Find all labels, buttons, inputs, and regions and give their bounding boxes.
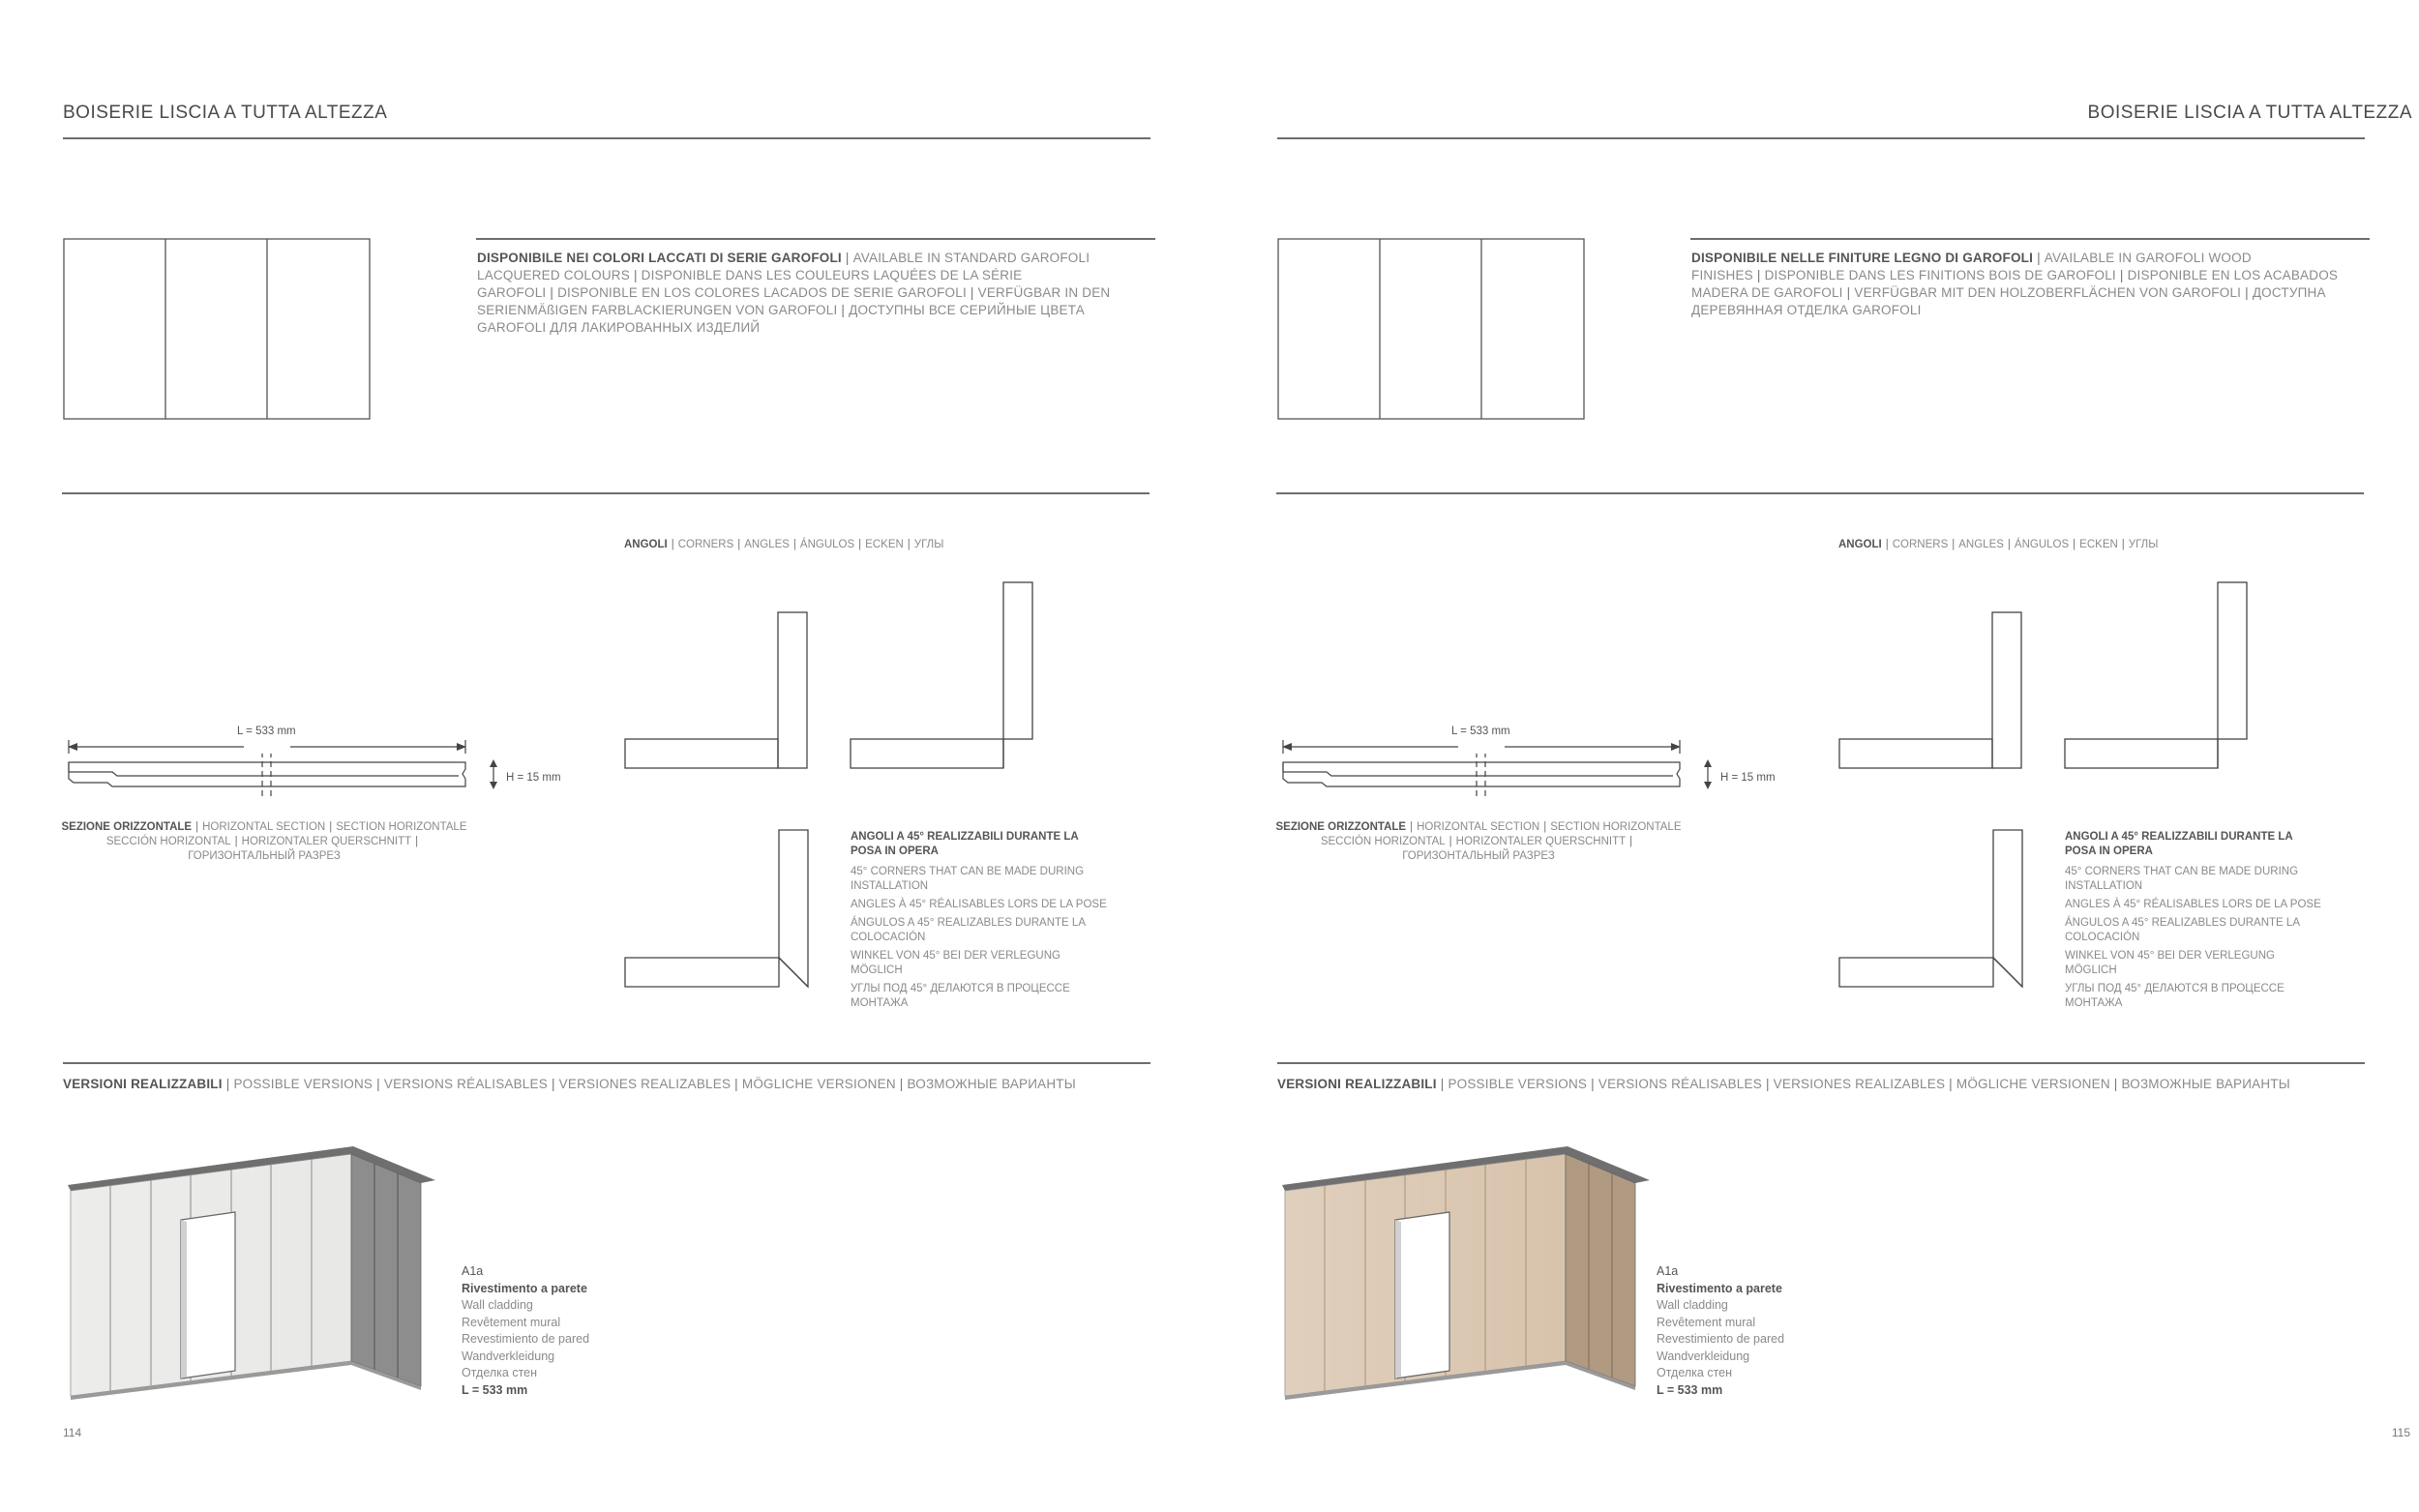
- separator: |: [671, 539, 674, 550]
- finish-translation: VERFÜGBAR MIT DEN HOLZOBERFLÄCHEN VON GAROFOLI: [1854, 285, 2242, 300]
- separator: |: [1949, 1077, 1953, 1091]
- version-name-translation: Wall cladding: [462, 1298, 533, 1312]
- separator: |: [329, 821, 333, 833]
- section-translation: HORIZONTAL SECTION: [1417, 821, 1540, 833]
- finish-availability-text: [477, 250, 1145, 337]
- finish-translation: AVAILABLE IN STANDARD GAROFOLI LACQUERED COLOURS: [477, 251, 1090, 282]
- separator: |: [737, 539, 741, 550]
- version-name-translation: Отделка стен: [1657, 1366, 1733, 1379]
- version-name-translation: Wandverkleidung: [1657, 1349, 1750, 1363]
- version-code: A1a: [1657, 1264, 1679, 1278]
- versions-translation: VERSIONS RÉALISABLES: [383, 1077, 548, 1091]
- page-number: 114: [63, 1426, 82, 1439]
- separator: |: [1629, 836, 1633, 847]
- corner-inner-drawing: [1838, 609, 2032, 784]
- versions-heading: [1277, 1077, 2290, 1091]
- separator: |: [845, 251, 850, 265]
- corners-45-translation: ÁNGULOS A 45° REALIZABLES DURANTE LA COLOCACIÓN: [851, 917, 1086, 943]
- corners-45-translation: 45° CORNERS THAT CAN BE MADE DURING INSTALLATION: [851, 866, 1085, 892]
- separator: |: [2119, 268, 2124, 282]
- corners-45-translation: 45° CORNERS THAT CAN BE MADE DURING INSTALLATION: [2065, 866, 2299, 892]
- horizontal-section-drawing: [1278, 721, 1820, 817]
- page-number: 115: [2391, 1426, 2410, 1439]
- corners-45-translation: ÁNGULOS A 45° REALIZABLES DURANTE LA COLOCACIÓN: [2065, 917, 2300, 943]
- angles-translation: ÁNGULOS: [799, 539, 855, 550]
- angles-translation: ANGLES: [1958, 539, 2004, 550]
- corner-outer-drawing: [850, 580, 1043, 784]
- catalog-page: [1210, 0, 2419, 1512]
- angles-lead: ANGOLI: [1838, 539, 1882, 550]
- separator: |: [1765, 1077, 1770, 1091]
- angles-translation: УГЛЫ: [2128, 539, 2159, 550]
- separator: |: [551, 1077, 555, 1091]
- section-translation: HORIZONTAL SECTION: [202, 821, 326, 833]
- separator: |: [2121, 539, 2125, 550]
- angles-translation: CORNERS: [677, 539, 734, 550]
- separator: |: [234, 836, 238, 847]
- versions-translation: POSSIBLE VERSIONS: [233, 1077, 373, 1091]
- angles-translation: CORNERS: [1892, 539, 1949, 550]
- corners-45-title: ANGOLI A 45° REALIZZABILI DURANTE LA POSA IN OPERA: [851, 831, 1079, 857]
- corner-outer-drawing: [2064, 580, 2257, 784]
- section-translation: HORIZONTALER QUERSCHNITT: [1455, 836, 1627, 847]
- version-name-translation: Revestimiento de pared: [1657, 1332, 1785, 1346]
- separator: |: [225, 1077, 230, 1091]
- corner-45-drawing: [624, 829, 818, 1003]
- finish-rule: [1690, 238, 2370, 240]
- angles-lead: ANGOLI: [624, 539, 668, 550]
- corners-45-translation: ANGLES À 45° RÉALISABLES LORS DE LA POSE: [2065, 899, 2321, 910]
- separator: |: [1846, 285, 1851, 300]
- versions-translation: MÖGLICHE VERSIONEN: [741, 1077, 896, 1091]
- versions-rule: [1277, 1062, 2365, 1064]
- version-length: L = 533 mm: [462, 1382, 528, 1397]
- angles-heading: [1838, 539, 2158, 550]
- versions-translation: POSSIBLE VERSIONS: [1448, 1077, 1588, 1091]
- wall-cladding-illustration: [65, 1137, 452, 1398]
- version-code: A1a: [462, 1264, 484, 1278]
- separator: |: [1543, 821, 1547, 833]
- angles-translation: ÁNGULOS: [2014, 539, 2070, 550]
- versions-translation: VERSIONES REALIZABLES: [558, 1077, 732, 1091]
- height-dimension-label: H = 15 mm: [1720, 772, 1776, 784]
- versions-lead: VERSIONI REALIZZABILI: [1277, 1077, 1437, 1091]
- angles-heading: [624, 539, 943, 550]
- separator: |: [376, 1077, 380, 1091]
- separator: |: [907, 539, 911, 550]
- section-caption: [1275, 820, 1682, 864]
- angles-translation: ECKEN: [865, 539, 904, 550]
- separator: |: [1885, 539, 1889, 550]
- separator: |: [415, 836, 419, 847]
- corner-45-drawing: [1838, 829, 2032, 1003]
- finish-translation: VERFÜGBAR IN DEN SERIENMÄßIGEN FARBLACKIERUNGEN VON GAROFOLI: [477, 285, 1111, 317]
- finish-lead: DISPONIBILE NEI COLORI LACCATI DI SERIE GAROFOLI: [477, 251, 842, 265]
- section-translation: HORIZONTALER QUERSCHNITT: [241, 836, 412, 847]
- version-name-translation: Отделка стен: [462, 1366, 538, 1379]
- separator: |: [1952, 539, 1956, 550]
- separator: |: [1440, 1077, 1445, 1091]
- section-lead: SEZIONE ORIZZONTALE: [61, 821, 193, 833]
- length-dimension-label: L = 533 mm: [237, 726, 296, 737]
- separator: |: [550, 285, 554, 300]
- versions-rule: [63, 1062, 1150, 1064]
- finish-translation: ДОСТУПНЫ ВСЕ СЕРИЙНЫЕ ЦВЕТА GAROFOLI ДЛЯ ЛАКИРОВАННЫХ ИЗДЕЛИЙ: [477, 303, 1085, 335]
- section-translation: SECCIÓN HORIZONTAL: [1320, 836, 1446, 847]
- versions-translation: VERSIONS RÉALISABLES: [1598, 1077, 1762, 1091]
- angles-translation: УГЛЫ: [913, 539, 944, 550]
- corners-45-translation: WINKEL VON 45° BEI DER VERLEGUNG MÖGLICH: [851, 950, 1060, 976]
- separator: |: [858, 539, 862, 550]
- separator: |: [899, 1077, 904, 1091]
- wall-cladding-illustration: [1279, 1137, 1666, 1398]
- separator: |: [734, 1077, 738, 1091]
- section-translation: SECTION HORIZONTALE: [336, 821, 467, 833]
- version-length: L = 533 mm: [1657, 1382, 1723, 1397]
- separator: |: [2245, 285, 2249, 300]
- separator: |: [970, 285, 974, 300]
- separator: |: [2113, 1077, 2118, 1091]
- separator: |: [1591, 1077, 1595, 1091]
- separator: |: [2073, 539, 2076, 550]
- length-dimension-label: L = 533 mm: [1451, 726, 1510, 737]
- finish-translation: DISPONIBLE DANS LES FINITIONS BOIS DE GAROFOLI: [1764, 268, 2116, 282]
- corners-45-translation: УГЛЫ ПОД 45° ДЕЛАЮТСЯ В ПРОЦЕССЕ МОНТАЖА: [851, 983, 1070, 1009]
- finish-translation: DISPONIBLE EN LOS COLORES LACADOS DE SERIE GAROFOLI: [557, 285, 967, 300]
- section-line-ru: ГОРИЗОНТАЛЬНЫЙ РАЗРЕЗ: [188, 850, 341, 862]
- angles-translation: ANGLES: [744, 539, 790, 550]
- separator: |: [1756, 268, 1761, 282]
- finish-availability-text: [1691, 250, 2359, 319]
- versions-translation: ВОЗМОЖНЫЕ ВАРИАНТЫ: [907, 1077, 1076, 1091]
- separator: |: [633, 268, 638, 282]
- separator: |: [841, 303, 846, 317]
- separator: |: [1410, 821, 1414, 833]
- corner-inner-drawing: [624, 609, 818, 784]
- corners-45-translation: ANGLES À 45° RÉALISABLES LORS DE LA POSE: [851, 899, 1107, 910]
- version-name: Rivestimento a parete: [1657, 1281, 1782, 1295]
- version-caption: [462, 1263, 589, 1399]
- version-name-translation: Wandverkleidung: [462, 1349, 555, 1363]
- version-name-translation: Revêtement mural: [1657, 1315, 1756, 1329]
- section-rule: [1276, 492, 2364, 494]
- section-rule: [62, 492, 1150, 494]
- version-name-translation: Revêtement mural: [462, 1315, 561, 1329]
- section-lead: SEZIONE ORIZZONTALE: [1275, 821, 1407, 833]
- versions-heading: [63, 1077, 1076, 1091]
- separator: |: [792, 539, 796, 550]
- versions-lead: VERSIONI REALIZZABILI: [63, 1077, 223, 1091]
- versions-translation: VERSIONES REALIZABLES: [1773, 1077, 1946, 1091]
- corners-45-title: ANGOLI A 45° REALIZZABILI DURANTE LA POSA IN OPERA: [2065, 831, 2293, 857]
- version-caption: [1657, 1263, 1784, 1399]
- separator: |: [1448, 836, 1452, 847]
- version-name-translation: Wall cladding: [1657, 1298, 1728, 1312]
- versions-translation: MÖGLICHE VERSIONEN: [1956, 1077, 2110, 1091]
- horizontal-section-drawing: [64, 721, 606, 817]
- versions-translation: ВОЗМОЖНЫЕ ВАРИАНТЫ: [2121, 1077, 2290, 1091]
- separator: |: [2007, 539, 2011, 550]
- corners-45-note: [2065, 830, 2326, 1015]
- section-line-ru: ГОРИЗОНТАЛЬНЫЙ РАЗРЕЗ: [1402, 850, 1555, 862]
- finish-translation: DISPONIBLE DANS LES COULEURS LAQUÉES DE LA SÉRIE GAROFOLI: [477, 268, 1023, 300]
- section-translation: SECTION HORIZONTALE: [1550, 821, 1682, 833]
- separator: |: [2037, 251, 2041, 265]
- section-translation: SECCIÓN HORIZONTAL: [105, 836, 231, 847]
- panel-front-elevation: [1277, 238, 1585, 420]
- header-rule: [63, 137, 1150, 139]
- finish-lead: DISPONIBILE NELLE FINITURE LEGNO DI GAROFOLI: [1691, 251, 2034, 265]
- page-title: BOISERIE LISCIA A TUTTA ALTEZZA: [63, 103, 388, 123]
- corners-45-note: [851, 830, 1112, 1015]
- version-name: Rivestimento a parete: [462, 1281, 587, 1295]
- height-dimension-label: H = 15 mm: [506, 772, 561, 784]
- header-rule: [1277, 137, 2365, 139]
- corners-45-translation: WINKEL VON 45° BEI DER VERLEGUNG MÖGLICH: [2065, 950, 2275, 976]
- separator: |: [195, 821, 199, 833]
- section-caption: [61, 820, 467, 864]
- finish-rule: [476, 238, 1155, 240]
- version-name-translation: Revestimiento de pared: [462, 1332, 590, 1346]
- angles-translation: ECKEN: [2079, 539, 2118, 550]
- panel-front-elevation: [63, 238, 371, 420]
- finish-translation: DISPONIBLE EN LOS ACABADOS MADERA DE GAROFOLI: [1691, 268, 2339, 300]
- finish-translation: AVAILABLE IN GAROFOLI WOOD FINISHES: [1691, 251, 2252, 282]
- corners-45-translation: УГЛЫ ПОД 45° ДЕЛАЮТСЯ В ПРОЦЕССЕ МОНТАЖА: [2065, 983, 2285, 1009]
- finish-translation: ДОСТУПНА ДЕРЕВЯННАЯ ОТДЕЛКА GAROFOLI: [1691, 285, 2326, 317]
- page-title: BOISERIE LISCIA A TUTTA ALTEZZA: [2087, 103, 2412, 123]
